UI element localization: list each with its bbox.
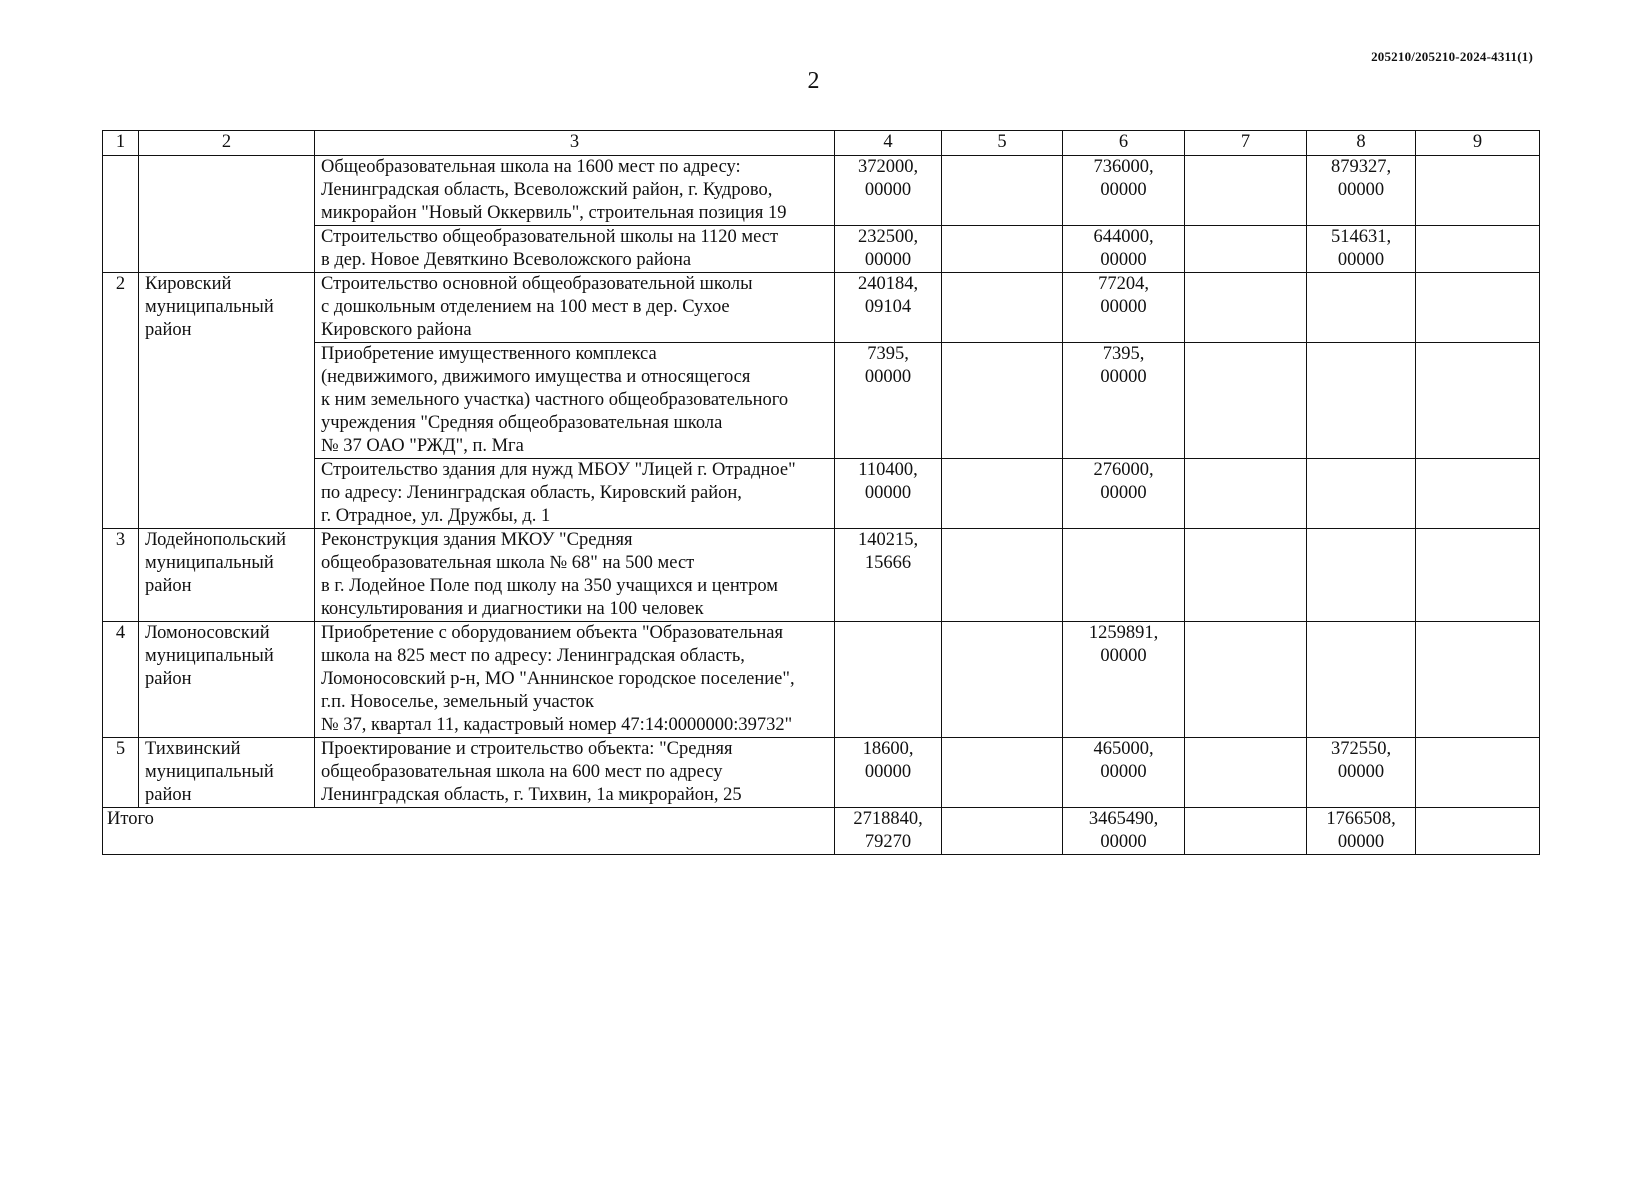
total-col7 <box>1185 808 1307 855</box>
value-col6: 276000, 00000 <box>1063 459 1185 529</box>
value-col9 <box>1416 738 1540 808</box>
total-col6: 3465490, 00000 <box>1063 808 1185 855</box>
value-col4: 140215, 15666 <box>835 529 942 622</box>
column-header: 8 <box>1307 131 1416 156</box>
district-name: Кировский муниципальный район <box>139 273 315 529</box>
value-col5 <box>942 529 1063 622</box>
project-description: Общеобразовательная школа на 1600 мест по адресу: Ленинградская область, Всеволожский район, г. Кудрово, микрорайон "Новый Оккервиль", строительная позиция 19 <box>315 156 835 226</box>
value-col9 <box>1416 273 1540 343</box>
value-col4: 18600, 00000 <box>835 738 942 808</box>
value-col8: 372550, 00000 <box>1307 738 1416 808</box>
value-col7 <box>1185 622 1307 738</box>
value-col7 <box>1185 459 1307 529</box>
value-col9 <box>1416 343 1540 459</box>
value-col8 <box>1307 622 1416 738</box>
value-col5 <box>942 343 1063 459</box>
value-col8: 879327, 00000 <box>1307 156 1416 226</box>
project-description: Проектирование и строительство объекта: "Средняя общеобразовательная школа на 600 мест по адресу Ленинградская область, г. Тихвин, 1а микрорайон, 25 <box>315 738 835 808</box>
value-col6: 736000, 00000 <box>1063 156 1185 226</box>
value-col6: 644000, 00000 <box>1063 226 1185 273</box>
value-col4: 232500, 00000 <box>835 226 942 273</box>
project-description: Строительство общеобразовательной школы на 1120 мест в дер. Новое Девяткино Всеволожского района <box>315 226 835 273</box>
table-row <box>103 738 1540 808</box>
value-col4: 240184, 09104 <box>835 273 942 343</box>
table-row <box>103 529 1540 622</box>
column-header: 2 <box>139 131 315 156</box>
value-col5 <box>942 622 1063 738</box>
value-col4: 372000, 00000 <box>835 156 942 226</box>
value-col6 <box>1063 529 1185 622</box>
district-name: Тихвинский муниципальный район <box>139 738 315 808</box>
value-col8: 514631, 00000 <box>1307 226 1416 273</box>
column-header: 1 <box>103 131 139 156</box>
total-col5 <box>942 808 1063 855</box>
column-header: 3 <box>315 131 835 156</box>
column-header: 7 <box>1185 131 1307 156</box>
value-col4: 7395, 00000 <box>835 343 942 459</box>
value-col5 <box>942 738 1063 808</box>
funding-table <box>102 130 1540 855</box>
value-col8 <box>1307 273 1416 343</box>
table-row <box>103 343 1540 459</box>
value-col4 <box>835 622 942 738</box>
total-col8: 1766508, 00000 <box>1307 808 1416 855</box>
value-col7 <box>1185 738 1307 808</box>
value-col6: 7395, 00000 <box>1063 343 1185 459</box>
value-col5 <box>942 226 1063 273</box>
row-index: 4 <box>103 622 139 738</box>
table-row <box>103 622 1540 738</box>
value-col7 <box>1185 226 1307 273</box>
value-col7 <box>1185 273 1307 343</box>
table-row <box>103 273 1540 343</box>
column-header: 9 <box>1416 131 1540 156</box>
district-name: Ломоносовский муниципальный район <box>139 622 315 738</box>
row-index: 5 <box>103 738 139 808</box>
value-col8 <box>1307 459 1416 529</box>
column-number-row <box>103 131 1540 156</box>
value-col8 <box>1307 529 1416 622</box>
column-header: 5 <box>942 131 1063 156</box>
value-col9 <box>1416 529 1540 622</box>
value-col5 <box>942 156 1063 226</box>
column-header: 6 <box>1063 131 1185 156</box>
total-label: Итого <box>103 808 835 855</box>
total-col9 <box>1416 808 1540 855</box>
project-description: Приобретение с оборудованием объекта "Образовательная школа на 825 мест по адресу: Ленинградская область, Ломоносовский р-н, МО "Аннинское городское поселение", г.п. Новоселье, земельный участок № 37, квартал 11, кадастровый номер 47:14:0000000:39732" <box>315 622 835 738</box>
column-header: 4 <box>835 131 942 156</box>
project-description: Строительство здания для нужд МБОУ "Лицей г. Отрадное" по адресу: Ленинградская область, Кировский район, г. Отрадное, ул. Дружбы, д. 1 <box>315 459 835 529</box>
document-id: 205210/205210-2024-4311(1) <box>1371 49 1533 64</box>
value-col9 <box>1416 622 1540 738</box>
district-name <box>139 156 315 273</box>
table-row <box>103 459 1540 529</box>
table-row <box>103 156 1540 226</box>
value-col5 <box>942 273 1063 343</box>
value-col6: 1259891, 00000 <box>1063 622 1185 738</box>
value-col9 <box>1416 156 1540 226</box>
row-index: 2 <box>103 273 139 529</box>
row-index <box>103 156 139 273</box>
row-index: 3 <box>103 529 139 622</box>
total-col4: 2718840, 79270 <box>835 808 942 855</box>
value-col5 <box>942 459 1063 529</box>
project-description: Строительство основной общеобразовательной школы с дошкольным отделением на 100 мест в дер. Сухое Кировского района <box>315 273 835 343</box>
value-col9 <box>1416 459 1540 529</box>
project-description: Приобретение имущественного комплекса (недвижимого, движимого имущества и относящегося к ним земельного участка) частного общеобразовательного учреждения "Средняя общеобразовательная школа № 37 ОАО "РЖД", п. Мга <box>315 343 835 459</box>
value-col7 <box>1185 343 1307 459</box>
value-col4: 110400, 00000 <box>835 459 942 529</box>
value-col6: 465000, 00000 <box>1063 738 1185 808</box>
value-col7 <box>1185 529 1307 622</box>
value-col9 <box>1416 226 1540 273</box>
value-col8 <box>1307 343 1416 459</box>
value-col6: 77204, 00000 <box>1063 273 1185 343</box>
table-row <box>103 226 1540 273</box>
district-name: Лодейнопольский муниципальный район <box>139 529 315 622</box>
page-number: 2 <box>807 68 820 94</box>
project-description: Реконструкция здания МКОУ "Средняя общеобразовательная школа № 68" на 500 мест в г. Лодейное Поле под школу на 350 учащихся и центром консультирования и диагностики на 100 человек <box>315 529 835 622</box>
total-row <box>103 808 1540 855</box>
value-col7 <box>1185 156 1307 226</box>
